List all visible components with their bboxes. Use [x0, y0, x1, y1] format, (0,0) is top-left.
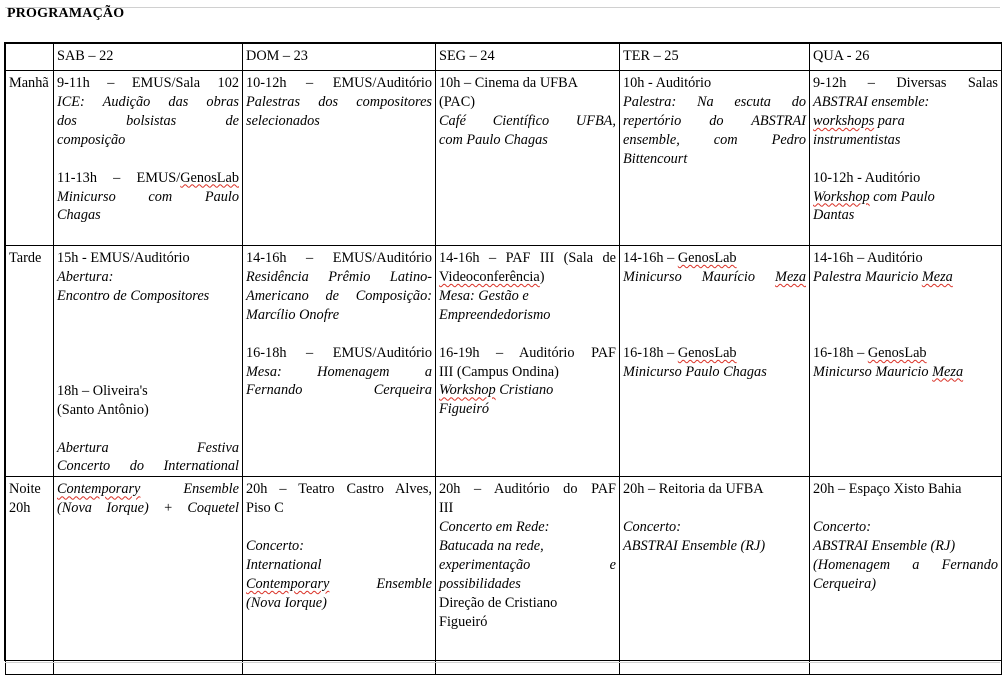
spacer: [57, 150, 239, 169]
event-location: III (Campus Ondina): [439, 363, 559, 380]
schedule-table: [5, 43, 1002, 675]
event-location: 20h – Teatro Castro Alves,: [246, 481, 432, 498]
event-description: Dantas: [813, 207, 855, 224]
cell-noite-dom: [243, 477, 436, 675]
spacer: [623, 325, 806, 344]
event-description: Abertura Festiva: [57, 439, 239, 456]
cell-tarde-ter: [620, 246, 810, 477]
event-description: Encontro de Compositores: [57, 287, 210, 304]
text-fragment: Minicurso Maurício: [623, 268, 776, 285]
day-header-sab: SAB – 22: [54, 44, 243, 71]
day-header-qua: QUA - 26: [810, 44, 1002, 71]
spellcheck-word: GenosLab: [677, 344, 737, 361]
text-fragment: 16-18h –: [813, 344, 868, 361]
event-location: 10-12h – EMUS/Auditório: [246, 75, 432, 91]
spellcheck-word: workshops: [813, 112, 875, 129]
event-description: Palestras dos compositores: [246, 93, 432, 110]
event-description: [813, 112, 998, 131]
period-label-noite: Noite 20h: [6, 477, 54, 675]
event-location: Piso C: [246, 500, 284, 517]
event-description: [813, 268, 998, 287]
spacer: [57, 306, 239, 325]
event-description: possibilidades: [439, 575, 521, 592]
event-description: Concerto em Rede:: [439, 519, 550, 536]
event-description: experimentação e: [439, 556, 616, 573]
event-description: Concerto:: [623, 519, 681, 536]
event-location: 20h – Espaço Xisto Bahia: [813, 481, 962, 498]
event-description: Residência Prêmio Latino-: [246, 268, 432, 285]
event-description: repertório do ABSTRAI: [623, 112, 806, 129]
day-header-seg: SEG – 24: [436, 44, 620, 71]
spacer: [439, 325, 616, 344]
row-tarde: [6, 246, 1002, 477]
event-credit: Direção de Cristiano: [439, 594, 558, 611]
event-description: [813, 188, 998, 207]
cell-manha-dom: [243, 71, 436, 246]
event-description: International: [246, 557, 322, 574]
event-location: 15h - EMUS/Auditório: [57, 250, 190, 266]
event-description: Chagas: [57, 207, 101, 224]
text-fragment: Palestra Mauricio: [813, 268, 922, 285]
day-header-dom: DOM – 23: [243, 44, 436, 71]
event-description: Batucada na rede,: [439, 538, 544, 555]
event-description: (Nova Iorque) + Coquetel: [57, 500, 239, 517]
event-location: 10-12h - Auditório: [813, 169, 921, 186]
event-location: 10h - Auditório: [623, 75, 712, 91]
spellcheck-word: Meza: [921, 268, 953, 285]
event-location: 20h – Reitoria da UFBA: [623, 481, 764, 498]
cell-manha-qua: [810, 71, 1002, 246]
event-description: ABSTRAI Ensemble (RJ): [623, 538, 766, 555]
period-label-manha: Manhã: [6, 71, 54, 246]
text-fragment: para: [874, 112, 905, 129]
event-description: Concerto:: [246, 538, 304, 555]
event-location: (PAC): [439, 93, 476, 110]
event-description: Minicurso Paulo Chagas: [623, 363, 767, 380]
event-description: Figueiró: [439, 401, 490, 418]
event-credit: Figueiró: [439, 613, 488, 630]
event-description: ABSTRAI Ensemble (RJ): [813, 538, 956, 555]
event-location: [813, 344, 998, 363]
day-header-ter: TER – 25: [620, 44, 810, 71]
event-description: dos bolsistas de: [57, 112, 239, 129]
row-noite: [6, 477, 1002, 675]
cell-noite-seg: [436, 477, 620, 675]
text-fragment: Cristiano: [495, 382, 554, 399]
cell-tarde-dom: [243, 246, 436, 477]
event-description: instrumentistas: [813, 131, 901, 148]
spacer: [246, 325, 432, 344]
text-fragment: Ensemble: [329, 575, 432, 592]
event-description: Concerto do International: [57, 458, 239, 475]
event-description: Palestra: Na escuta do: [623, 93, 806, 110]
spacer: [813, 287, 998, 306]
event-location: III: [439, 500, 454, 517]
text-fragment: 14-16h –: [623, 250, 678, 266]
spellcheck-word: Meza: [775, 268, 806, 285]
cell-noite-qua: [810, 477, 1002, 675]
event-location: 14-16h – EMUS/Auditório: [246, 250, 432, 266]
event-description: Abertura:: [57, 268, 114, 285]
spacer: [57, 420, 239, 439]
event-description: ICE: Audição das obras: [57, 93, 239, 110]
event-description: (Nova Iorque): [246, 594, 327, 611]
event-description: com Paulo Chagas: [439, 131, 548, 148]
row-manha: [6, 71, 1002, 246]
cell-tarde-sab: [54, 246, 243, 477]
event-location: 10h – Cinema da UFBA: [439, 75, 578, 91]
event-description: Cerqueira): [813, 575, 877, 592]
spellcheck-word: GenosLab: [180, 169, 239, 186]
spellcheck-word: Workshop: [439, 382, 496, 399]
event-description: Minicurso com Paulo: [57, 188, 239, 205]
event-location: 16-19h – Auditório PAF: [439, 344, 616, 361]
event-description: Bittencourt: [623, 150, 688, 167]
event-description: Empreendedorismo: [439, 306, 551, 323]
event-location: 9-11h – EMUS/Sala 102: [57, 75, 239, 91]
text-fragment: com Paulo: [869, 188, 935, 205]
spacer: [813, 150, 998, 169]
spacer: [57, 325, 239, 344]
page-bottom-rule: [5, 662, 1000, 663]
event-location: 14-16h – Auditório: [813, 250, 923, 266]
spacer: [623, 287, 806, 306]
event-description: Americano de Composição:: [246, 287, 432, 304]
cell-tarde-seg: [436, 246, 620, 477]
event-location: 9-12h – Diversas Salas: [813, 75, 998, 91]
event-description: [246, 575, 432, 594]
event-location: 16-18h – EMUS/Auditório: [246, 344, 432, 361]
event-description: composição: [57, 131, 126, 148]
event-description: ensemble, com Pedro: [623, 131, 806, 148]
event-location: [623, 249, 806, 268]
header-row: [6, 44, 1002, 71]
document-title: PROGRAMAÇÃO: [7, 6, 125, 21]
event-location: [623, 344, 806, 363]
spellcheck-word: GenosLab: [867, 344, 927, 361]
text-fragment: Ensemble: [140, 481, 239, 498]
text-fragment: 16-18h –: [623, 344, 678, 361]
cell-manha-ter: [620, 71, 810, 246]
event-description: (Homenagem a Fernando: [813, 557, 998, 574]
event-location: 20h – Auditório do PAF: [439, 481, 616, 498]
cell-manha-sab: [54, 71, 243, 246]
event-location: [57, 169, 239, 188]
spacer: [57, 344, 239, 363]
spellcheck-word: Videoconferência: [439, 268, 540, 285]
event-description: Fernando Cerqueira: [246, 382, 432, 399]
spellcheck-word: GenosLab: [677, 250, 737, 266]
spacer: [813, 306, 998, 325]
corner-cell: [6, 44, 54, 71]
spacer: [813, 325, 998, 344]
event-description: ABSTRAI ensemble:: [813, 93, 930, 110]
spacer: [57, 363, 239, 382]
cell-manha-seg: [436, 71, 620, 246]
text-fragment: ): [539, 268, 545, 285]
event-description: Marcílio Onofre: [246, 306, 340, 323]
spellcheck-word: Meza: [932, 363, 964, 380]
event-location: [439, 268, 616, 287]
page-top-rule: [5, 7, 1000, 8]
event-location: (Santo Antônio): [57, 401, 149, 418]
spacer: [623, 499, 806, 518]
cell-noite-ter: [620, 477, 810, 675]
spacer: [246, 518, 432, 537]
spacer: [623, 306, 806, 325]
event-description: Mesa: Gestão e: [439, 287, 529, 304]
event-description: [57, 480, 239, 499]
spellcheck-word: Workshop: [813, 188, 870, 205]
event-description: Mesa: Homenagem a: [246, 363, 432, 380]
text-fragment: Minicurso Mauricio: [813, 363, 933, 380]
spacer: [813, 499, 998, 518]
event-location: 14-16h – PAF III (Sala de: [439, 250, 616, 266]
event-description: Café Científico UFBA,: [439, 112, 616, 129]
event-description: Concerto:: [813, 519, 871, 536]
period-label-tarde: Tarde: [6, 246, 54, 477]
cell-tarde-qua: [810, 246, 1002, 477]
text-fragment: 11-13h – EMUS/: [57, 169, 181, 186]
spellcheck-word: Contemporary: [57, 481, 141, 498]
event-location: 18h – Oliveira's: [57, 382, 148, 399]
event-description: [623, 268, 806, 287]
event-description: [813, 363, 998, 382]
cell-noite-sab: [54, 477, 243, 675]
event-description: selecionados: [246, 112, 320, 129]
event-description: [439, 381, 616, 400]
spellcheck-word: Contemporary: [246, 575, 330, 592]
